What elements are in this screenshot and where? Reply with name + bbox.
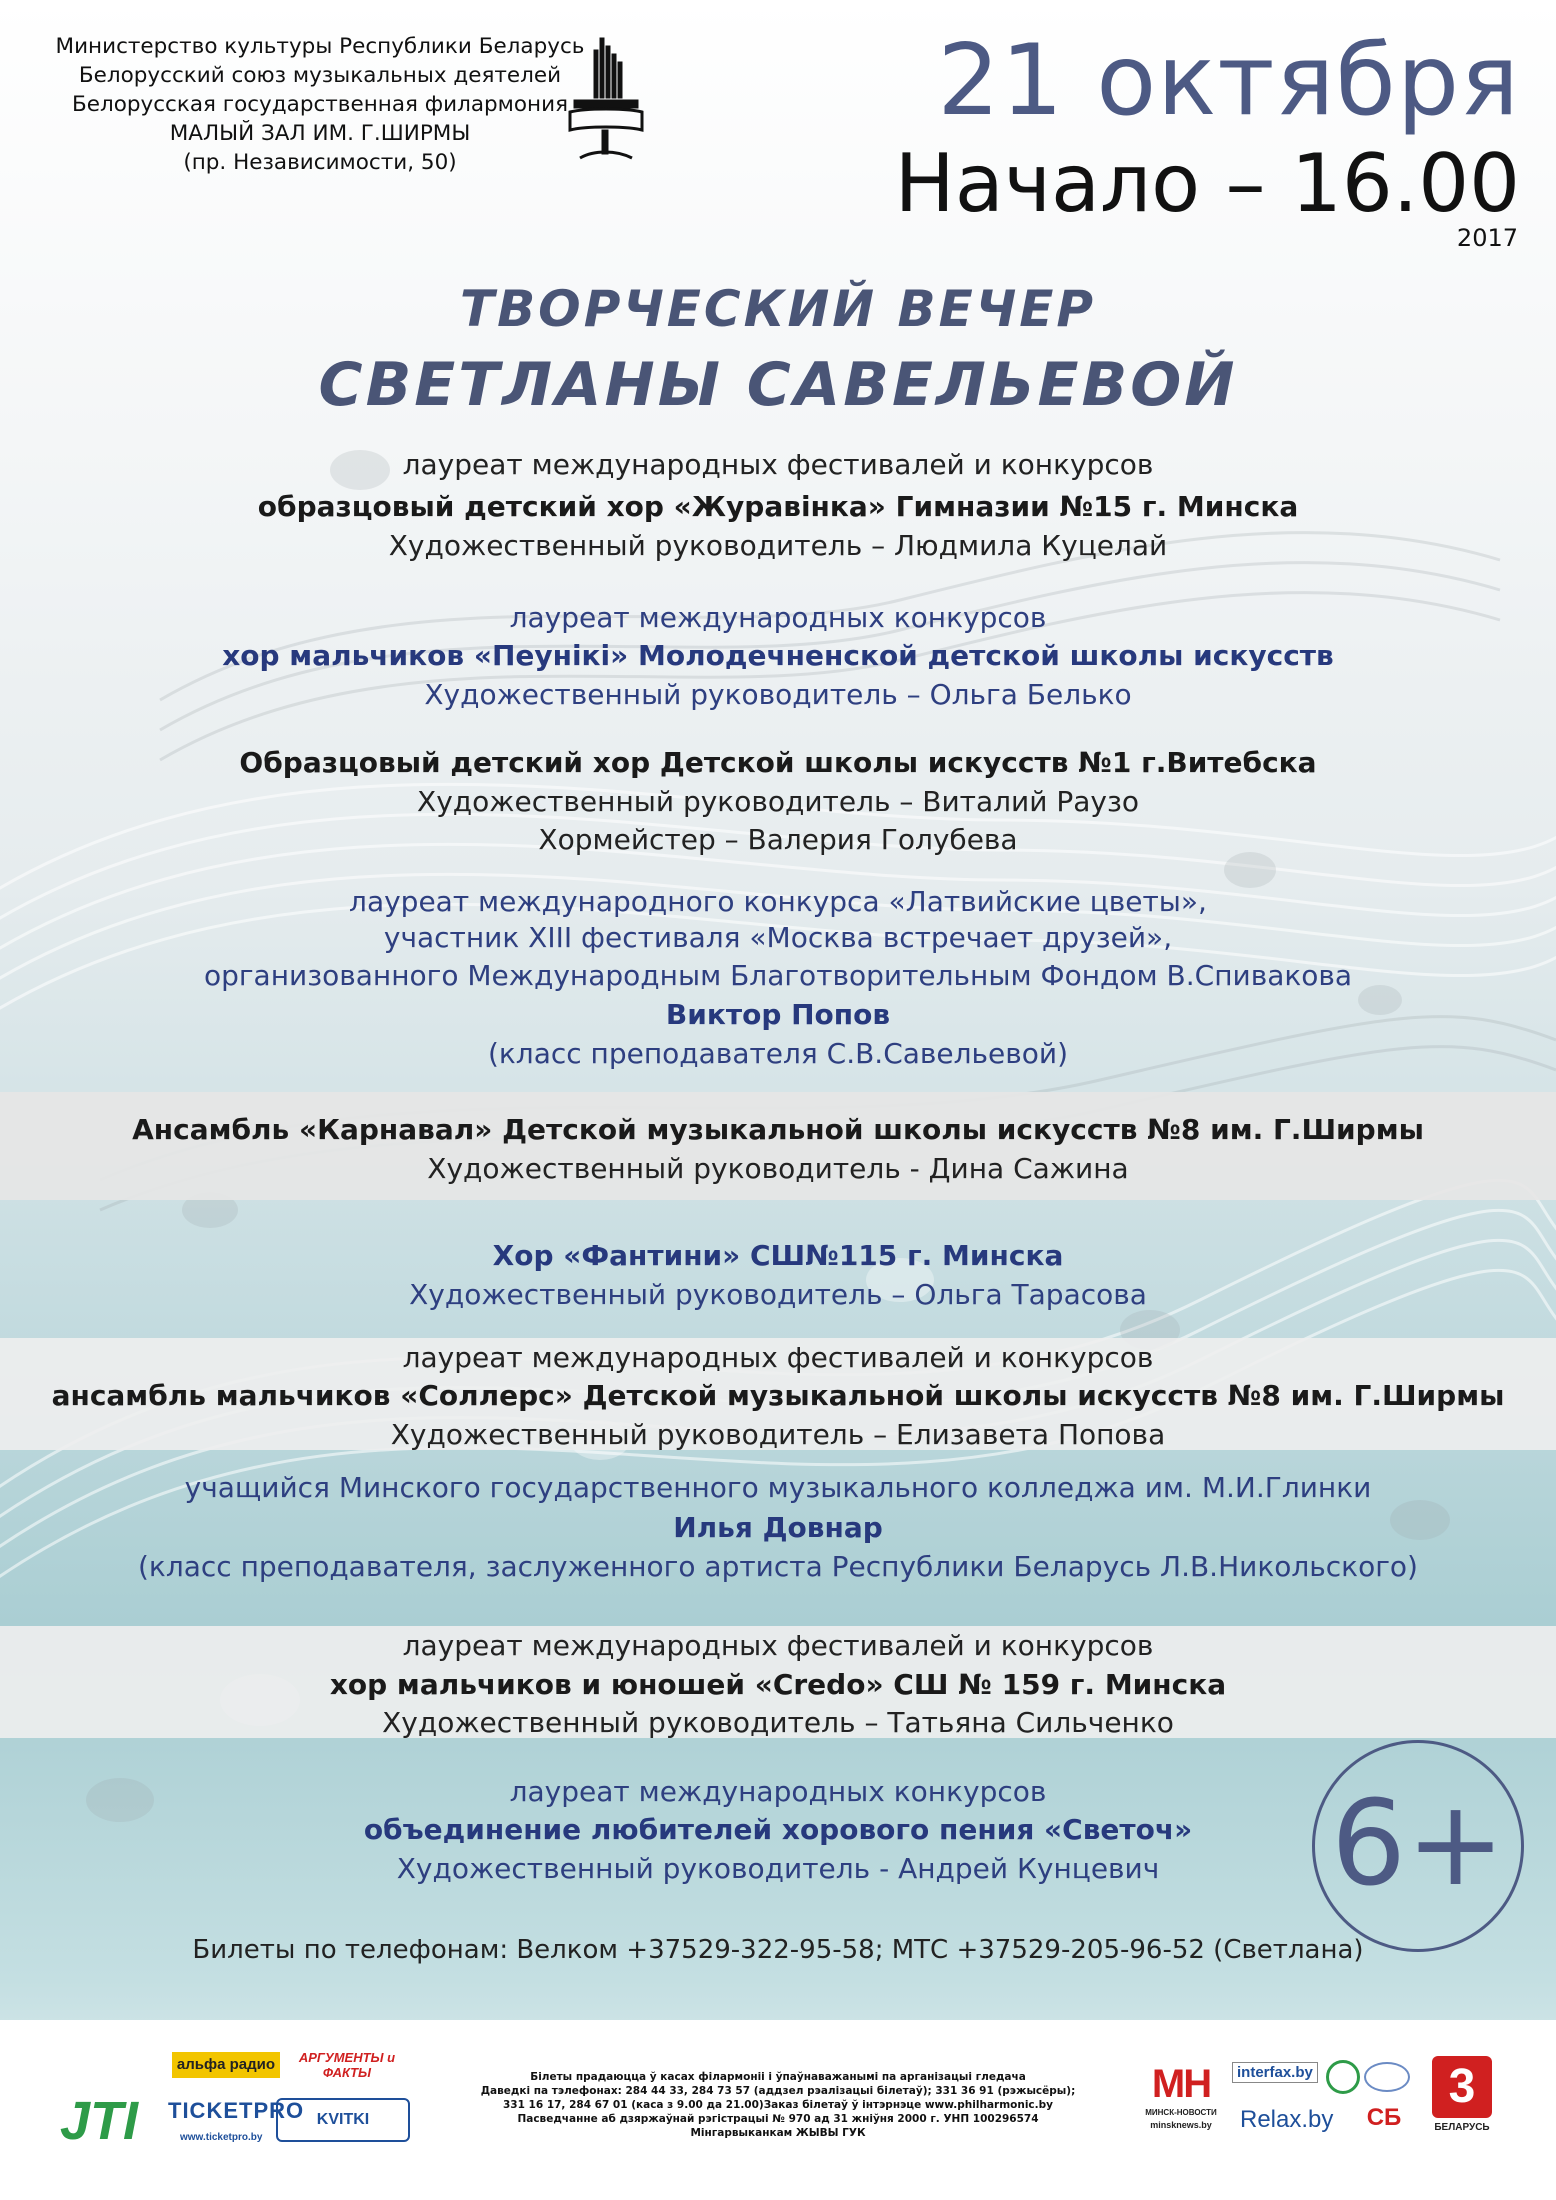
program-line: лауреат международных конкурсов (509, 601, 1047, 634)
ticket-info-line: Мінгарвыканкам ЖЫВЫ ГУК (690, 2127, 866, 2139)
organizer-line: Белорусская государственная филармония (71, 92, 569, 117)
organizer-block (30, 32, 610, 177)
program-line: Хормейстер – Валерия Голубева (538, 823, 1018, 856)
program-line: хор мальчиков и юношей «Credo» СШ № 159 г. Минска (329, 1668, 1227, 1701)
program-line: Художественный руководитель – Ольга Белько (424, 678, 1132, 711)
program-line: Ансамбль «Карнавал» Детской музыкальной школы искусств №8 им. Г.Ширмы (132, 1113, 1424, 1146)
program-line: Художественный руководитель – Татьяна Сильченко (382, 1706, 1174, 1739)
belarus-emblem-icon (1326, 2060, 1360, 2094)
program-line: Художественный руководитель – Людмила Куцелай (388, 529, 1168, 562)
program-line: Художественный руководитель - Дина Сажина (427, 1152, 1129, 1185)
program-line: (класс преподавателя С.В.Савельевой) (487, 1037, 1069, 1070)
program-line: лауреат международных фестивалей и конкурсов (402, 1341, 1154, 1374)
ticketpro-url: www.ticketpro.by (180, 2132, 263, 2143)
ticket-info-line: 331 16 17, 284 67 01 (каса з 9.00 да 21.00)Заказ білетаў ў інтэрнэце www.philharmonic.by (502, 2099, 1054, 2111)
organizer-line: Белорусский союз музыкальных деятелей (78, 63, 562, 88)
radio-logo-icon (1364, 2062, 1410, 2092)
program-line: Художественный руководитель - Андрей Кунцевич (396, 1852, 1160, 1885)
poster-title-line1: ТВОРЧЕСКИЙ ВЕЧЕР (459, 280, 1097, 338)
aif-logo: АРГУМЕНТЫ и ФАКТЫ (298, 2050, 396, 2080)
minsk-news-caption: МИНСК-НОВОСТИ (1145, 2108, 1217, 2117)
interfax-logo: interfax.by (1232, 2062, 1318, 2083)
start-time: Начало – 16.00 (894, 137, 1520, 230)
program-line: ансамбль мальчиков «Соллерс» Детской музыкальной школы искусств №8 им. Г.Ширмы (51, 1379, 1505, 1412)
program-line: Образцовый детский хор Детской школы искусств №1 г.Витебска (239, 746, 1317, 779)
ticket-info-block (450, 2070, 1106, 2140)
program-line: лауреат международных фестивалей и конкурсов (402, 448, 1154, 481)
program-line: объединение любителей хорового пения «Светоч» (363, 1813, 1193, 1846)
event-year: 2017 (1456, 224, 1518, 252)
program-line: учащийся Минского государственного музыкального колледжа им. М.И.Глинки (184, 1471, 1372, 1504)
program-line: (класс преподавателя, заслуженного артиста Республики Беларусь Л.В.Никольского) (138, 1550, 1418, 1583)
program-line: Художественный руководитель – Ольга Тарасова (409, 1278, 1147, 1311)
relax-logo: Relax.by (1240, 2106, 1334, 2133)
sb-logo: СБ (1366, 2104, 1402, 2131)
belarus-3-logo: 3 (1432, 2056, 1492, 2118)
age-rating-badge: 6+ (1312, 1740, 1524, 1952)
program-line: Илья Довнар (673, 1511, 883, 1544)
event-date: 21 октября (937, 24, 1520, 138)
belarus-3-caption: БЕЛАРУСЬ (1434, 2122, 1490, 2133)
program-line: хор мальчиков «Пеунікі» Молодечненской детской школы искусств (222, 639, 1334, 672)
philharmonic-organ-logo (566, 30, 646, 170)
minsk-news-url: minsknews.by (1150, 2120, 1212, 2130)
ticket-info-line: Пасведчанне аб дзяржаўнай рэгістрацыі № 970 ад 31 жніўня 2000 г. УНП 100296574 (517, 2113, 1039, 2125)
ticket-info-line: Даведкі па тэлефонах: 284 44 33, 284 73 57 (аддзел рэалізацыі білетаў); 331 36 91 (рэжысёры); (480, 2085, 1076, 2097)
ticket-phones: Билеты по телефонам: Велком +37529-322-95-58; МТС +37529-205-96-52 (Светлана) (192, 1935, 1364, 1965)
jti-logo: JTI (60, 2091, 139, 2151)
organizer-line: (пр. Независимости, 50) (183, 150, 457, 175)
organizer-line: Министерство культуры Республики Беларусь (55, 34, 585, 59)
program-line: участник XIII фестиваля «Москва встречает друзей», (383, 921, 1173, 954)
ticket-info-line: Білеты прадаюцца ў касах філармоніі і ўпаўнаважанымі па арганізацыі гледача (530, 2071, 1026, 2083)
minsk-news-logo: МН (1151, 2062, 1211, 2106)
program-line: образцовый детский хор «Журавінка» Гимназии №15 г. Минска (257, 490, 1299, 523)
kvitki-logo: KVITKI (276, 2098, 410, 2142)
program-line: лауреат международных фестивалей и конкурсов (402, 1629, 1154, 1662)
alfa-radio-logo: альфа радио (172, 2052, 280, 2078)
program-line: Художественный руководитель – Елизавета Попова (390, 1418, 1166, 1451)
program-line: Виктор Попов (665, 998, 891, 1031)
program-line: организованного Международным Благотворительным Фондом В.Спивакова (203, 959, 1353, 992)
ticketpro-logo: TICKETPRO (168, 2098, 305, 2123)
organizer-line: МАЛЫЙ ЗАЛ ИМ. Г.ШИРМЫ (169, 121, 471, 146)
program-line: лауреат международных конкурсов (509, 1775, 1047, 1808)
program-line: Хор «Фантини» СШ№115 г. Минска (492, 1239, 1064, 1272)
program-line: лауреат международного конкурса «Латвийские цветы», (349, 885, 1207, 918)
poster-title-line2: СВЕТЛАНЫ САВЕЛЬЕВОЙ (318, 350, 1238, 420)
program-line: Художественный руководитель – Виталий Раузо (417, 785, 1139, 818)
